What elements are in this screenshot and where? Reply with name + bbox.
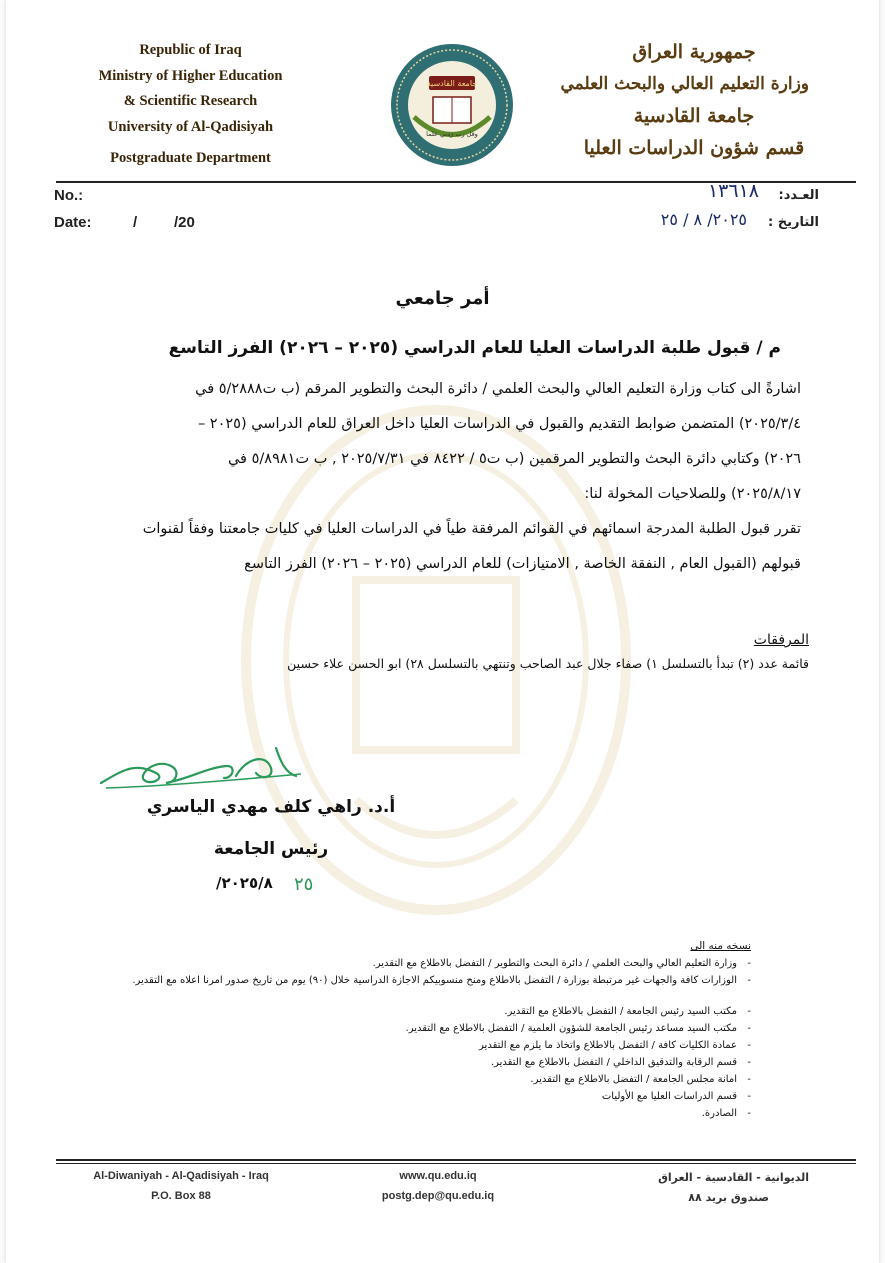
body-line: اشارةً الى كتاب وزارة التعليم العالي والبحث العلمي / دائرة البحث والتطوير المرقم (ب ت٥/٢٨٨٨ في <box>195 381 801 397</box>
copies-item: -عمادة الكليات كافة / التفضل بالاطلاع واتخاذ ما يلزم مع التقدير <box>479 1040 751 1051</box>
letterhead-en-line: University of Al-Qadisiyah <box>107 118 274 135</box>
copies-item: -الصادرة. <box>701 1108 751 1119</box>
copies-item: -الوزارات كافة والجهات غير مرتبطة بوزارة / التفضل بالاطلاع ومنح منسوبيكم الاجازة الدراسية خلال (٩٠) يوم من تاريخ صدور امرنا اعلاه مع التقدير. <box>132 975 751 986</box>
body-line: تقرر قبول الطلبة المدرجة اسمائهم في القوائم المرفقة طياً في الدراسات العليا في كليات جامعتنا وفقاً لقنوات <box>142 521 801 537</box>
copies-label: نسخه منه الى <box>690 940 751 952</box>
letterhead-ar-line: جامعة القادسية <box>633 105 755 127</box>
body-line: قبولهم (القبول العام , النفقة الخاصة , الامتيازات) للعام الدراسي (٢٠٢٥ – ٢٠٢٦) الفرز التاسع <box>244 556 801 572</box>
footer-pobox-ar: صندوق بريد ٨٨ <box>688 1191 769 1204</box>
footer-email: postg.dep@qu.edu.iq <box>381 1190 495 1202</box>
date-label-ar: التاريخ : <box>768 215 819 230</box>
signatory-title: رئيس الجامعة <box>213 839 329 859</box>
body-line: ٢٠٢٥/٣/٤) المتضمن ضوابط التقديم والقبول في الدراسات العليا داخل العراق للعام الدراسي (٢٠٢٥ – <box>197 416 801 432</box>
footer-website: www.qu.edu.iq <box>399 1170 477 1182</box>
attachments-label: المرفقات <box>753 632 809 648</box>
footer-pobox-en: P.O. Box 88 <box>151 1190 211 1202</box>
date-slash-en: / <box>133 214 138 231</box>
footer-divider <box>56 1159 856 1161</box>
letterhead-ar-line: قسم شؤون الدراسات العليا <box>583 137 805 159</box>
footer-address-ar: الديوانية - القادسية - العراق <box>658 1171 809 1184</box>
date-value-ar: ٢٠٢٥/ ٨ / ٢٥ <box>660 210 747 229</box>
letterhead-ar-line: وزارة التعليم العالي والبحث العلمي <box>560 74 809 94</box>
university-logo <box>389 42 515 168</box>
letterhead-en-line: & Scientific Research <box>123 93 258 109</box>
number-value-ar: ١٣٦١٨ <box>707 180 759 202</box>
body-line: ٢٠٢٦) وكتابي دائرة البحث والتطوير المرقمين (ب ت٥ / ٨٤٢٢ في ٢٠٢٥/٧/٣١ , ب ت٥/٨٩٨١ في <box>227 451 801 467</box>
document-page <box>6 0 879 1263</box>
english-letterhead <box>68 38 313 172</box>
document-heading: أمر جامعي <box>395 288 490 309</box>
number-label-en: No.: <box>54 187 84 204</box>
copies-list <box>111 938 751 1122</box>
date-label-en: Date: <box>54 214 92 231</box>
copies-item: -قسم الرقابة والتدقيق الداخلي / التفضل بالاطلاع مع التقدير. <box>490 1057 751 1068</box>
number-label-ar: العـدد: <box>778 188 819 203</box>
signature-date-handwritten: ٢٥ <box>294 874 314 895</box>
footer-address-en: Al-Diwaniyah - Al-Qadisiyah - Iraq <box>93 1170 269 1182</box>
signatory-name: أ.د. راهي كلف مهدي الياسري <box>146 797 396 817</box>
handwritten-signature <box>96 728 316 798</box>
document-subject: م / قبول طلبة الدراسات العليا للعام الدراسي (٢٠٢٥ – ٢٠٢٦) الفرز التاسع <box>168 338 781 358</box>
attachments-text: قائمة عدد (٢) تبدأ بالتسلسل ١) صفاء جلال عبد الصاحب وتنتهي بالتسلسل ٢٨) ابو الحسن علاء حسين <box>287 656 809 671</box>
arabic-letterhead <box>560 36 809 164</box>
footer-divider-thin <box>56 1163 856 1164</box>
letterhead-en-line: Republic of Iraq <box>139 42 242 58</box>
logo-motto-text: وقل رب زدني علما <box>426 130 478 138</box>
letterhead-en-line: Postgraduate Department <box>110 150 271 166</box>
copies-item: -مكتب السيد رئيس الجامعة / التفضل بالاطلاع مع التقدير. <box>504 1006 751 1017</box>
logo-name-text: جامعة القادسية <box>426 79 478 88</box>
date-year-en: /20 <box>174 214 195 231</box>
copies-item: -وزارة التعليم العالي والبحث العلمي / دائرة البحث والتطوير / التفضل بالاطلاع مع التقدير. <box>372 958 751 969</box>
signature-date: ٢٠٢٥/٨/ <box>216 874 273 892</box>
copies-item: -امانة مجلس الجامعة / التفضل بالاطلاع مع التقدير. <box>530 1074 751 1085</box>
letterhead-en-line: Ministry of Higher Education <box>98 67 283 84</box>
copies-item: -مكتب السيد مساعد رئيس الجامعة للشؤون العلمية / التفضل بالاطلاع مع التقدير. <box>405 1023 751 1034</box>
body-line: ٢٠٢٥/٨/١٧) وللصلاحيات المخولة لنا: <box>584 486 801 502</box>
copies-item: -قسم الدراسات العليا مع الأوليات <box>601 1091 751 1102</box>
document-body <box>61 372 801 582</box>
letterhead-ar-line: جمهورية العراق <box>632 41 756 63</box>
